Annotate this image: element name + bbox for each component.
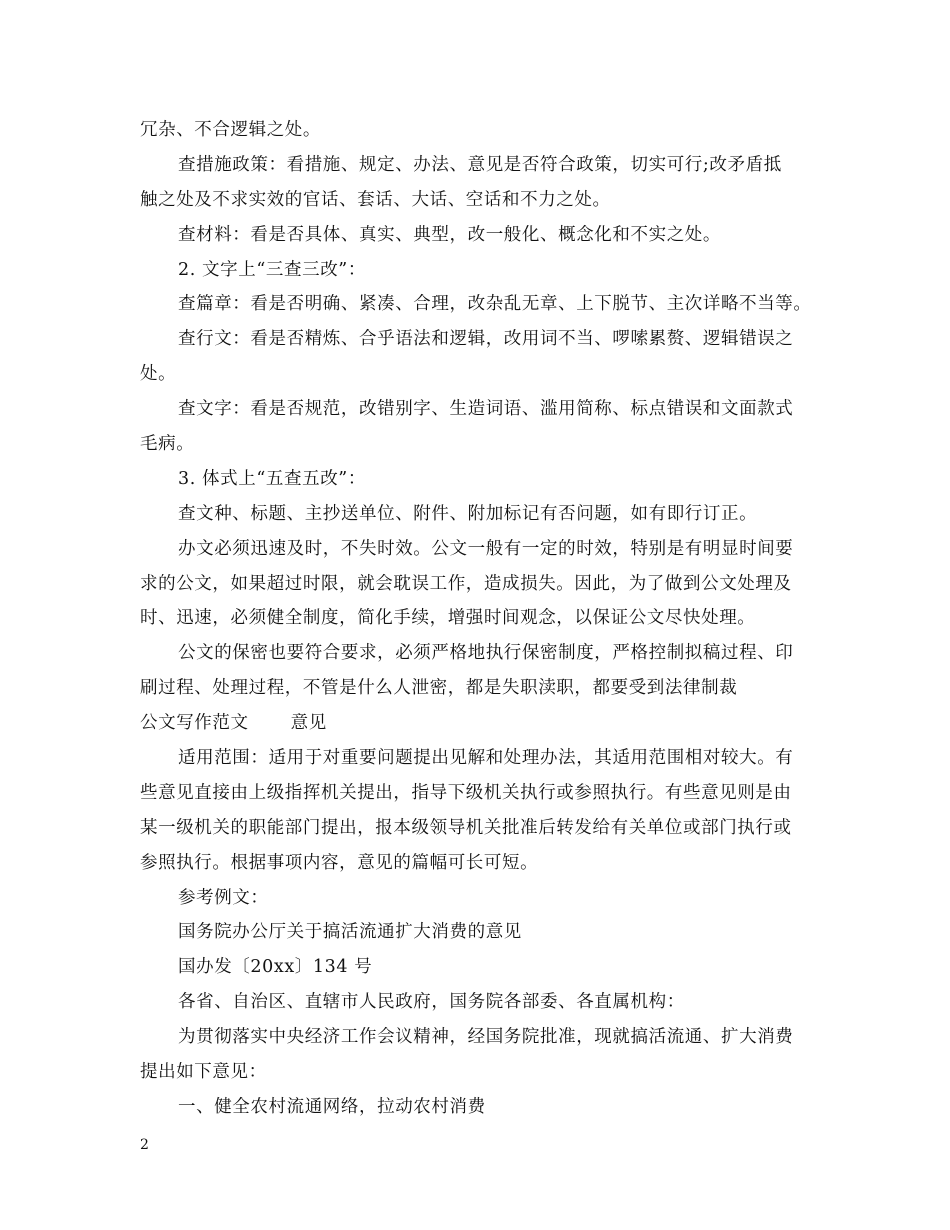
text-line: 公文的保密也要符合要求，必须严格地执行保密制度，严格控制拟稿过程、印: [178, 643, 794, 664]
text-line: 查文字：看是否规范，改错别字、生造词语、滥用简称、标点错误和文面款式: [178, 399, 794, 420]
text-line: 参考例文：: [178, 887, 269, 908]
text-line: 触之处及不求实效的官话、套话、大话、空话和不力之处。: [140, 189, 611, 210]
text-line: 些意见直接由上级指挥机关提出，指导下级机关执行或参照执行。有些意见则是由: [140, 782, 792, 803]
text-line: 提出如下意见：: [140, 1062, 267, 1083]
text-line: 国办发〔20xx〕134 号: [178, 957, 373, 978]
text-line: 查篇章：看是否明确、紧凑、合理，改杂乱无章、上下脱节、主次详略不当等。: [178, 294, 812, 315]
text-line: 国务院办公厅关于搞活流通扩大消费的意见: [178, 922, 522, 943]
text-line: 时、迅速，必须健全制度，简化手续，增强时间观念，以保证公文尽快处理。: [140, 608, 756, 629]
text-line: 求的公文，如果超过时限，就会耽误工作，造成损失。因此，为了做到公文处理及: [140, 573, 792, 594]
text-line: 查材料：看是否具体、真实、典型，改一般化、概念化和不实之处。: [178, 224, 721, 245]
text-line: 一、健全农村流通网络，拉动农村消费: [178, 1096, 486, 1117]
text-line: 查文种、标题、主抄送单位、附件、附加标记有否问题，如有即行订正。: [178, 503, 758, 524]
text-line: 查行文：看是否精炼、合乎语法和逻辑，改用词不当、啰嗦累赘、逻辑错误之: [178, 329, 794, 350]
page-body: [140, 113, 812, 1125]
text-line: 为贯彻落实中央经济工作会议精神，经国务院批准，现就搞活流通、扩大消费: [178, 1027, 794, 1048]
text-line: 适用范围：适用于对重要问题提出见解和处理办法，其适用范围相对较大。有: [178, 748, 794, 769]
text-line: 刷过程、处理过程，不管是什么人泄密，都是失职渎职，都要受到法律制裁: [140, 678, 738, 699]
text-line: 毛病。: [140, 434, 195, 455]
text-line: 3. 体式上“五查五改”：: [178, 468, 366, 489]
text-line: 各省、自治区、直辖市人民政府，国务院各部委、各直属机构：: [178, 992, 685, 1013]
text-line: 处。: [140, 364, 177, 385]
text-line: 冗杂、不合逻辑之处。: [140, 120, 321, 140]
section-heading: [140, 706, 812, 741]
text-line: 2. 文字上“三查三改”：: [178, 259, 366, 280]
text-line: 办文必须迅速及时，不失时效。公文一般有一定的时效，特别是有明显时间要: [178, 538, 794, 559]
text-line: 某一级机关的职能部门提出，报本级领导机关批准后转发给有关单位或部门执行或: [140, 817, 792, 838]
page-number: 2: [140, 1137, 149, 1153]
section-heading-title: 意见: [290, 713, 327, 734]
text-line: 查措施政策：看措施、规定、办法、意见是否符合政策，切实可行;改矛盾抵: [178, 154, 782, 175]
text-line: 参照执行。根据事项内容，意见的篇幅可长可短。: [140, 852, 539, 873]
section-heading-category: 公文写作范文: [140, 713, 249, 734]
